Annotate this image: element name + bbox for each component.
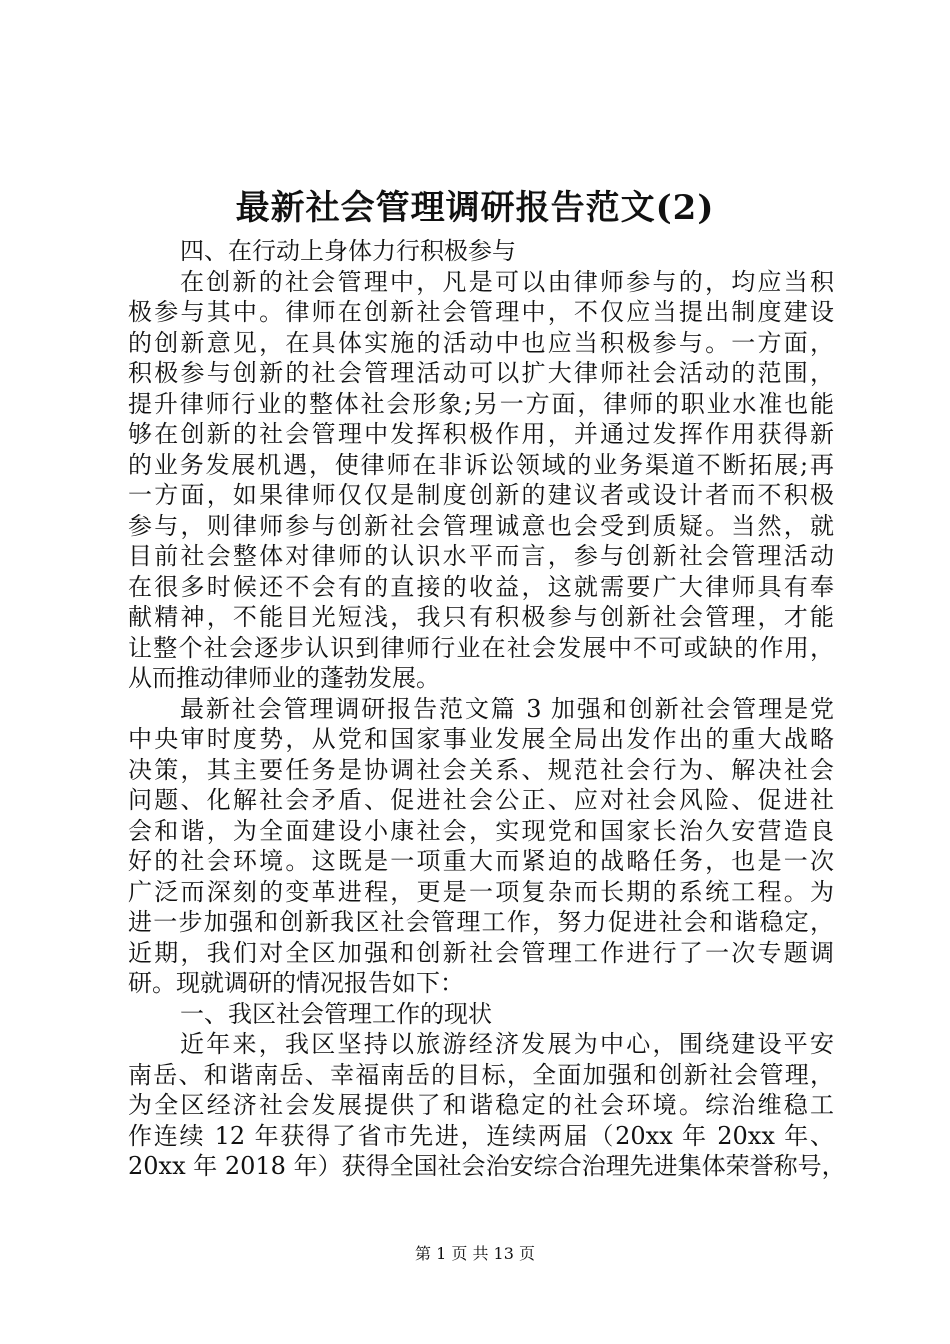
body-line: 从而推动律师业的蓬勃发展。 <box>128 664 440 692</box>
body-line: 中央审时度势，从党和国家事业发展全局出发作出的重大战略 <box>128 725 834 753</box>
body-line: 提升律师行业的整体社会形象;另一方面，律师的职业水准也能 <box>128 389 834 418</box>
body-line: 四、在行动上身体力行积极参与 <box>180 237 516 265</box>
body-line: 问题、化解社会矛盾、促进社会公正、应对社会风险、促进社 <box>128 786 834 814</box>
body-line: 近年来，我区坚持以旅游经济发展为中心，围绕建设平安 <box>180 1030 834 1058</box>
body-line: 南岳、和谐南岳、幸福南岳的目标，全面加强和创新社会管理， <box>128 1060 834 1089</box>
body-line: 在很多时候还不会有的直接的收益，这就需要广大律师具有奉 <box>128 572 834 601</box>
body-line: 一、我区社会管理工作的现状 <box>180 999 492 1028</box>
body-line: 让整个社会逐步认识到律师行业在社会发展中不可或缺的作用， <box>128 633 834 662</box>
body-line: 会和谐，为全面建设小康社会，实现党和国家长治久安营造良 <box>128 816 834 845</box>
body-line: 作连续 12 年获得了省市先进，连续两届（20xx 年 20xx 年、 <box>128 1121 834 1150</box>
body-line: 的业务发展机遇，使律师在非诉讼领域的业务渠道不断拓展;再 <box>128 450 834 479</box>
body-line: 进一步加强和创新我区社会管理工作，努力促进社会和谐稳定， <box>128 908 834 936</box>
body-line: 目前社会整体对律师的认识水平而言，参与创新社会管理活动 <box>128 542 834 570</box>
body-line: 决策，其主要任务是协调社会关系、规范社会行为、解决社会 <box>128 755 834 784</box>
body-line: 最新社会管理调研报告范文篇 3 加强和创新社会管理是党 <box>180 694 834 723</box>
body-line: 为全区经济社会发展提供了和谐稳定的社会环境。综治维稳工 <box>128 1091 834 1119</box>
document-body <box>128 236 846 1182</box>
body-line: 近期，我们对全区加强和创新社会管理工作进行了一次专题调 <box>128 938 834 967</box>
body-line: 献精神，不能目光短浅，我只有积极参与创新社会管理，才能 <box>128 603 834 631</box>
body-line: 够在创新的社会管理中发挥积极作用，并通过发挥作用获得新 <box>128 420 834 448</box>
document-title: 最新社会管理调研报告范文(2) <box>235 188 715 228</box>
page-footer: 第 1 页 共 13 页 <box>415 1244 535 1263</box>
body-line: 极参与其中。律师在创新社会管理中，不仅应当提出制度建设 <box>128 298 834 326</box>
body-line: 在创新的社会管理中，凡是可以由律师参与的，均应当积 <box>180 267 834 296</box>
body-line: 好的社会环境。这既是一项重大而紧迫的战略任务，也是一次 <box>128 847 834 875</box>
body-line: 参与，则律师参与创新社会管理诚意也会受到质疑。当然，就 <box>128 511 834 540</box>
body-line: 一方面，如果律师仅仅是制度创新的建议者或设计者而不积极 <box>128 481 834 509</box>
body-line: 积极参与创新的社会管理活动可以扩大律师社会活动的范围， <box>128 359 834 387</box>
body-line: 研。现就调研的情况报告如下： <box>128 969 464 997</box>
body-line: 的创新意见，在具体实施的活动中也应当积极参与。一方面， <box>128 328 834 357</box>
body-line: 20xx 年 2018 年）获得全国社会治安综合治理先进集体荣誉称号， <box>128 1152 846 1180</box>
body-line: 广泛而深刻的变革进程，更是一项复杂而长期的系统工程。为 <box>128 877 834 906</box>
